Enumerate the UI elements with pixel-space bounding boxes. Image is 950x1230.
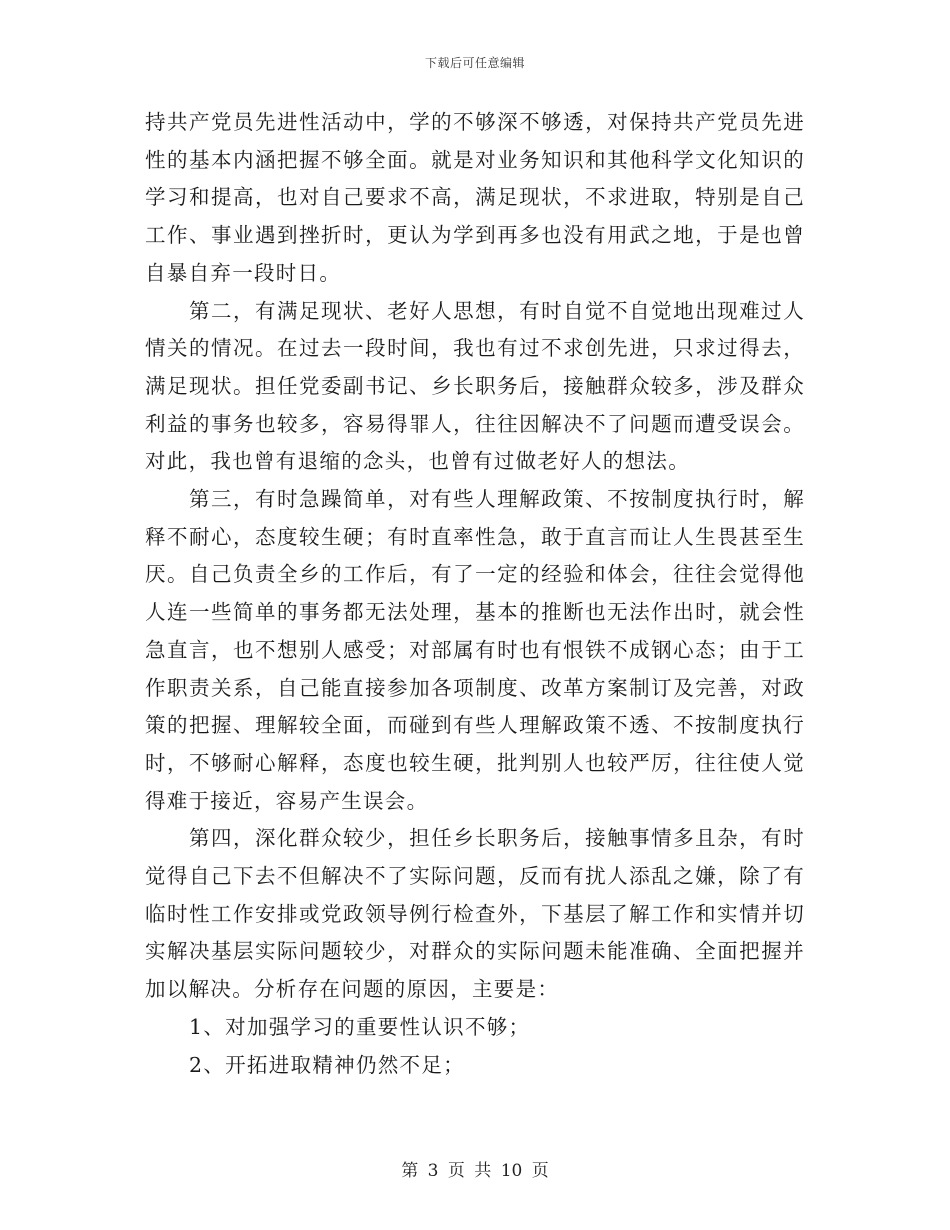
document-body [145,104,805,1084]
page-number-footer: 第 3 页 共 10 页 [401,1161,549,1181]
list-item: 1、对加强学习的重要性认识不够； [189,1014,531,1039]
list-item: 2、开拓进取精神仍然不足； [189,1052,465,1077]
paragraph: 持共产党员先进性活动中，学的不够深不够透，对保持共产党员先进性的基本内涵把握不够全面。就是对业务知识和其他科学文化知识的学习和提高，也对自己要求不高，满足现状，不求进取，特别是自己工作、事业遇到挫折时，更认为学到再多也没有用武之地，于是也曾自暴自弃一段时日。 [145,110,805,285]
paragraph: 第三，有时急躁简单，对有些人理解政策、不按制度执行时，解释不耐心，态度较生硬；有时直率性急，敢于直言而让人生畏甚至生厌。自己负责全乡的工作后，有了一定的经验和体会，往往会觉得他人连一些简单的事务都无法处理，基本的推断也无法作出时，就会性急直言，也不想别人感受；对部属有时也有恨铁不成钢心态；由于工作职责关系，自己能直接参加各项制度、改革方案制订及完善，对政策的把握、理解较全面，而碰到有些人理解政策不透、不按制度执行时，不够耐心解释，态度也较生硬，批判别人也较严厉，往往使人觉得难于接近，容易产生误会。 [145,487,805,813]
page-header: 下载后可任意编辑 [424,56,525,70]
paragraph: 第二，有满足现状、老好人思想，有时自觉不自觉地出现难过人情关的情况。在过去一段时间，我也有过不求创先进，只求过得去，满足现状。担任党委副书记、乡长职务后，接触群众较多，涉及群众利益的事务也较多，容易得罪人，往往因解决不了问题而遭受误会。对此，我也曾有退缩的念头，也曾有过做老好人的想法。 [145,298,805,474]
paragraph: 第四，深化群众较少，担任乡长职务后，接触事情多且杂，有时觉得自己下去不但解决不了实际问题，反而有扰人添乱之嫌，除了有临时性工作安排或党政领导例行检查外，下基层了解工作和实情并切实解决基层实际问题较少，对群众的实际问题未能准确、全面把握并加以解决。分析存在问题的原因，主要是： [145,826,805,1002]
